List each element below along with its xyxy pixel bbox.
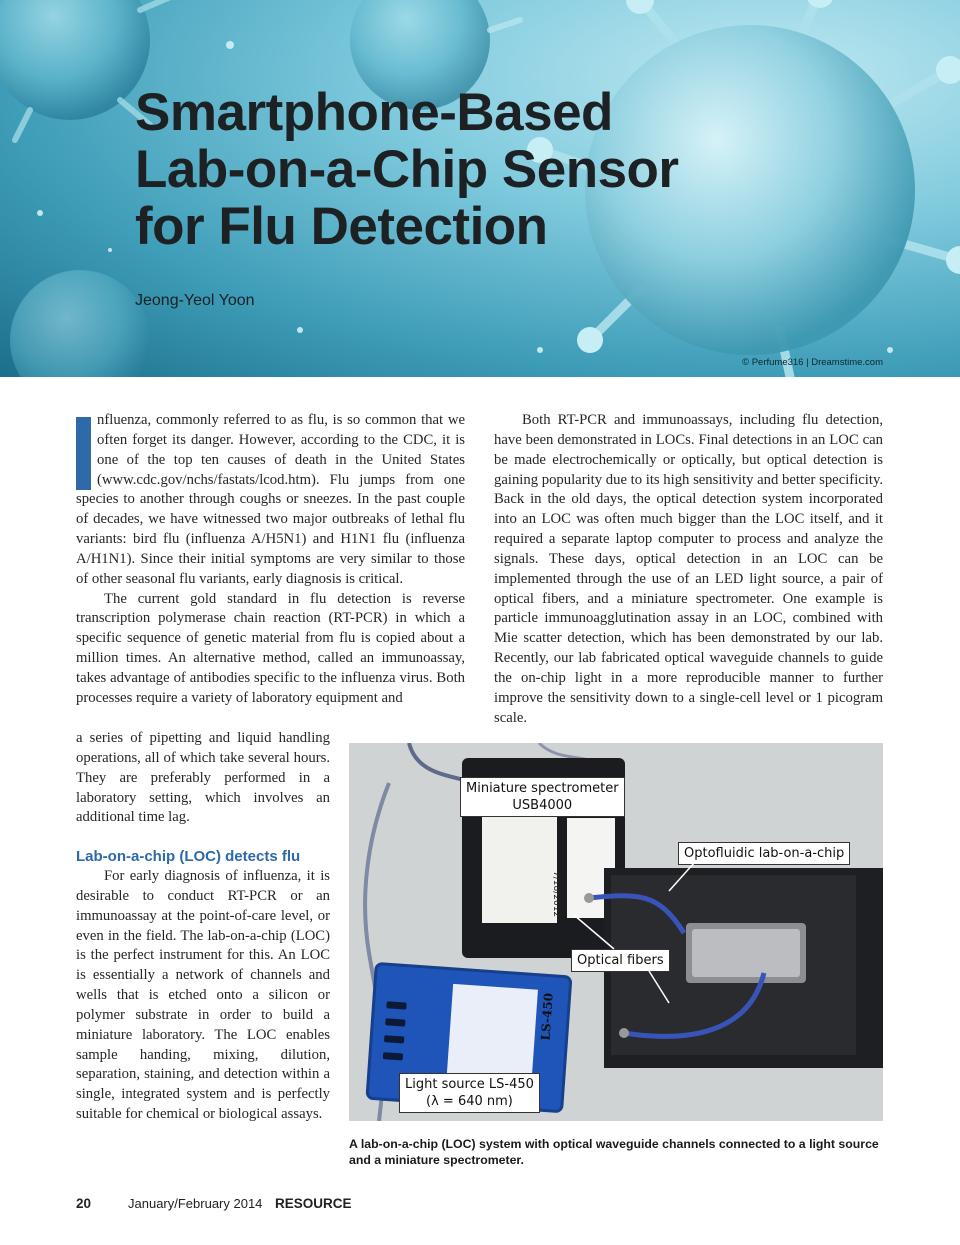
drop-cap: [76, 417, 91, 490]
label-light-source: Light source LS-450 (λ = 640 nm): [399, 1073, 540, 1113]
left-column-narrow: [76, 729, 330, 828]
title-line-2: Lab-on-a-Chip Sensor: [135, 140, 679, 199]
issue-date: January/February 2014: [128, 1196, 263, 1211]
right-column: [494, 411, 883, 729]
figure-caption: A lab-on-a-chip (LOC) system with optical waveguide channels connected to a light source and a miniature spectrometer.: [349, 1137, 879, 1167]
intro-paragraph: nfluenza, commonly referred to as flu, is so common that we often forget its danger. However, according to the CDC, it is one of the top ten causes of death in the United States (www.cdc.gov/nchs/fastats/lcod.htm). Flu jumps from one species to another through coughs or sneezes. In the past couple of decades, we have witnessed two major outbreaks of lethal flu variants: bird flu (influenza A/H5N1) and H1N1 flu (influenza A/H1N1). Since their initial symptoms are very similar to those of other seasonal flu variants, early diagnosis is critical.: [76, 412, 465, 587]
page-number: 20: [76, 1196, 92, 1211]
loc-system-photo: [349, 743, 883, 1121]
optical-detection-paragraph: Both RT-PCR and immunoassays, including flu detection, have been demonstrated in LOCs. Final detections in an LOC can be made electrochemically or optically, but optical detection is gaining popularity due to its high sensitivity and better specificity. Back in the old days, the optical detection system incorporated into an LOC was often much bigger than the LOC itself, and it required a separate laptop computer to process and analyze the signals. These days, optical detection in an LOC can be implemented through the use of an LED light source, a pair of optical fibers, and a miniature spectrometer. One example is particle immunoagglutination assay in an LOC, combined with Mie scatter detection, which has been demonstrated by our lab. Recently, our lab fabricated optical waveguide channels to guide the on-chip light in a more reproducible manner to further improve the sensitivity down to a single-cell level or 1 picogram scale.: [494, 412, 884, 726]
gold-standard-paragraph-cont: a series of pipetting and liquid handling operations, all of which take several hours. They are preferably performed in a laboratory setting, which involves an additional time lag.: [76, 730, 330, 826]
magazine-name: RESOURCE: [275, 1196, 352, 1211]
title-line-3: for Flu Detection: [135, 197, 548, 256]
left-column-top: [76, 411, 465, 709]
device-date: 7/18/2012: [551, 871, 561, 918]
left-column-bottom: [76, 867, 330, 1125]
label-optofluidic-chip: Optofluidic lab-on-a-chip: [678, 842, 850, 865]
loc-paragraph: For early diagnosis of influenza, it is desirable to conduct RT-PCR or an immunoassay at the point-of-care level, or even in the field. The lab-on-a-chip (LOC) is the perfect instrument for this. An LOC is essentially a network of channels and wells that is etched onto a silicon or polymer substrate in order to build a miniature laboratory. The LOC enables sample handing, mixing, dilution, separation, staining, and detection within a single, integrated system and is perfectly suitable for chemical or biological assays.: [76, 868, 330, 1123]
gold-standard-paragraph: The current gold standard in flu detection is reverse transcription polymerase chain reaction (RT-PCR) in which a specific sequence of genetic material from flu is copied about a million times. An alternative method, called an immunoassay, takes advantage of antibodies specific to the influenza virus. Both processes require a variety of laboratory equipment and: [76, 590, 465, 706]
article-title: [135, 84, 679, 255]
author-name: Jeong-Yeol Yoon: [135, 292, 255, 309]
label-optical-fibers: Optical fibers: [571, 949, 670, 972]
section-subhead: Lab-on-a-chip (LOC) detects flu: [76, 848, 301, 865]
device-model-text: LS-450: [538, 992, 556, 1041]
header-banner: [0, 0, 960, 377]
image-credit: © Perfume316 | Dreamstime.com: [742, 357, 883, 368]
label-spectrometer: Miniature spectrometer USB4000: [460, 777, 625, 817]
title-line-1: Smartphone-Based: [135, 83, 613, 142]
